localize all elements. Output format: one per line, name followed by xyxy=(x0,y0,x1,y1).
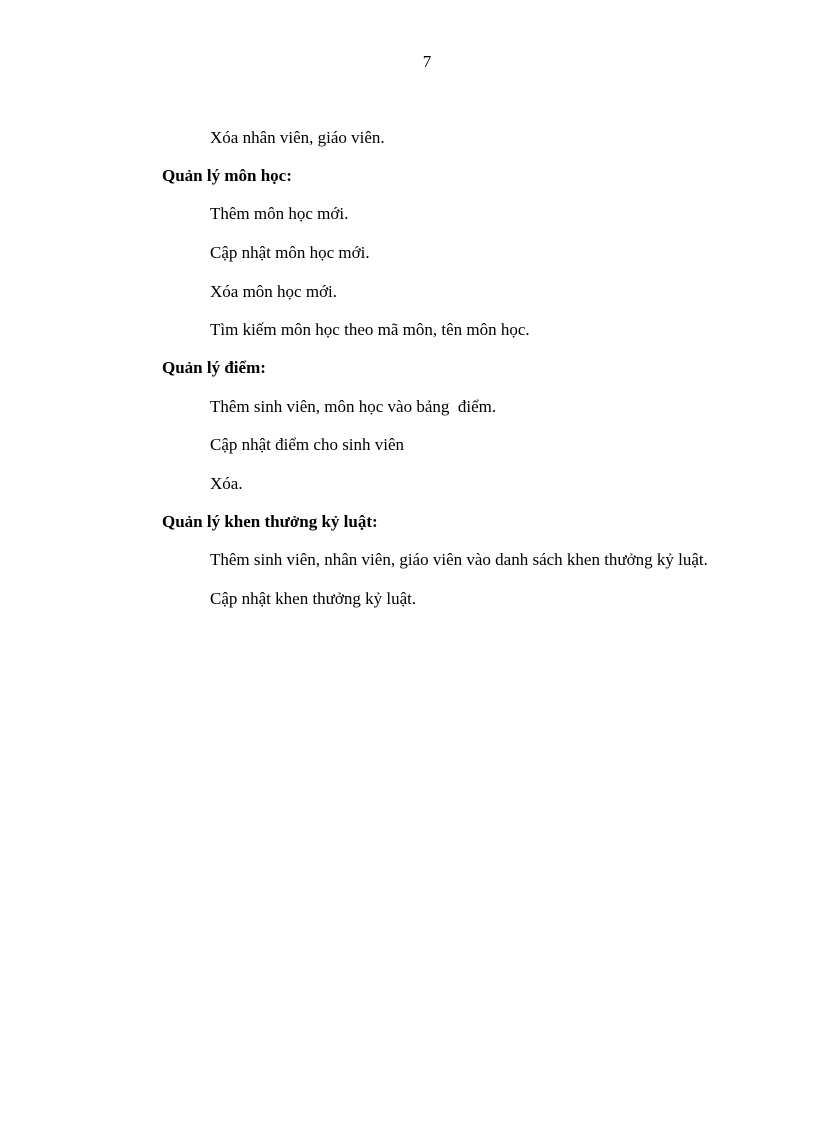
list-item: Xóa. xyxy=(210,474,243,493)
section-heading-grades: Quản lý điểm: xyxy=(162,358,266,377)
list-item: Thêm sinh viên, môn học vào bảng điểm. xyxy=(210,397,497,416)
list-item: Xóa nhân viên, giáo viên. xyxy=(210,128,385,147)
list-item: Cập nhật khen thưởng kỷ luật. xyxy=(210,589,417,608)
list-item: Cập nhật điểm cho sinh viên xyxy=(210,435,405,454)
list-item: Thêm sinh viên, nhân viên, giáo viên vào danh sách khen thưởng kỷ luật. xyxy=(210,550,708,569)
list-item: Thêm môn học mới. xyxy=(210,204,349,223)
page-number: 7 xyxy=(422,52,432,71)
section-heading-rewards-discipline: Quản lý khen thưởng kỷ luật: xyxy=(162,512,378,531)
section-heading-subjects: Quản lý môn học: xyxy=(162,166,292,185)
list-item: Cập nhật môn học mới. xyxy=(210,243,370,262)
list-item: Xóa môn học mới. xyxy=(210,282,338,301)
list-item: Tìm kiếm môn học theo mã môn, tên môn học. xyxy=(210,320,530,339)
